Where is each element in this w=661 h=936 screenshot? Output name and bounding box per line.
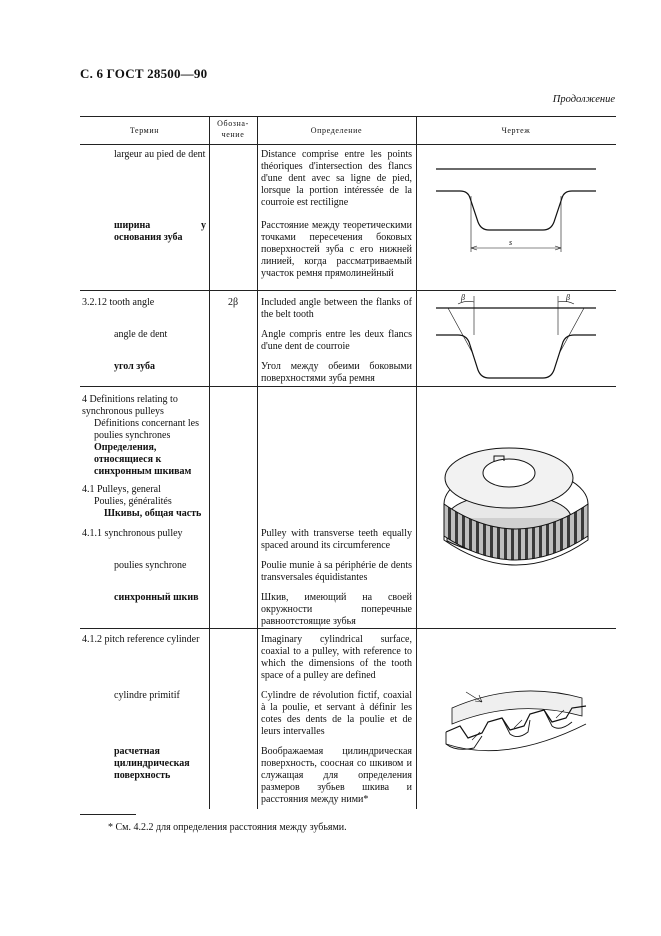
definition-en: Included angle between the flanks of the belt tooth [261,297,412,320]
tooth-root-width-drawing [416,144,616,290]
subsection-heading-fr: Poulies, généralités [94,496,172,507]
term-ru: ширина у основания зуба [114,220,206,243]
section-heading-en: 4 Definitions relating to synchronous pulleys [82,394,178,417]
column-divider [257,116,258,809]
column-header-definition: Определение [310,126,363,135]
term-en: 3.2.12 tooth angle [82,297,155,308]
tooth-angle-drawing [416,290,616,386]
pitch-cylinder-drawing [416,628,616,809]
subsection-heading-en: 4.1 Pulleys, general [82,484,161,495]
term-en: 4.1.2 pitch reference cylinder [82,634,200,645]
term-ru: синхронный шкив [114,592,199,603]
subsection-heading-ru: Шкивы, общая часть [104,508,202,519]
table-top-rule [80,116,616,117]
continuation-label: Продолжение [552,94,615,105]
column-header-symbol-line1: Обозна- [217,119,249,128]
definition-ru: Шкив, имеющий на своей окружности поперечные равноотстоящие зубья [261,592,412,627]
term-fr: cylindre primitif [114,690,180,701]
angle-label-left: β [461,293,465,302]
term-fr: angle de dent [114,329,168,340]
synchronous-pulley-drawing [416,386,616,628]
column-divider [209,116,210,809]
term-fr: largeur au pied de dent [114,149,206,160]
footnote: * См. 4.2.2 для определения расстояния между зубьями. [108,822,347,833]
definition-ru: Воображаемая цилиндрическая поверхность, соосная со шкивом и служащая для определения размеров зубьев шкива и расстояния между ними* [261,746,412,805]
column-header-term: Термин [129,126,160,135]
section-heading-fr: Définitions concernant les poulies synchrones [94,418,199,441]
term-ru: угол зуба [114,361,155,372]
term-en: 4.1.1 synchronous pulley [82,528,183,539]
definition-ru: Расстояние между теоретическими точками пересечения боковых поверхностей зуба с его нижней линией, когда рассматриваемый участок ремня прямолинейный [261,220,412,279]
definition-en: Imaginary cylindrical surface, coaxial to a pulley, with reference to which the dimensions of the tooth space of a pulley are defined [261,634,412,681]
definition-fr: Poulie munie à sa périphérie de dents transversales équidistantes [261,560,412,583]
definition-fr: Angle compris entre les deux flancs d'une dent de courroie [261,329,412,352]
term-ru: расчетная цилиндрическая поверхность [114,746,190,781]
angle-label-right: β [566,293,570,302]
column-header-drawing: Чертеж [501,126,531,135]
section-heading-ru: Определения, относящиеся к синхронным шкивам [94,442,192,477]
definition-fr: Cylindre de révolution fictif, coaxial à la poulie, et servant à définir les cotes des dents de la poulie et de leurs intervalles [261,690,412,737]
definition-en: Pulley with transverse teeth equally spaced around its circumference [261,528,412,551]
footnote-rule [80,814,136,815]
dimension-label-s: s [509,238,513,247]
term-fr: poulies synchrone [114,560,187,571]
page-header-title: С. 6 ГОСТ 28500—90 [80,66,208,81]
definition-fr: Distance comprise entre les points théoriques d'intersection des flancs d'une dent avec sa ligne de pied, lorsque la portion intéressée de la courroie est rectiligne [261,149,412,208]
column-header-symbol-line2: чение [221,130,245,139]
symbol: 2β [227,297,239,308]
definition-ru: Угол между обеими боковыми поверхностями зуба ремня [261,361,412,384]
